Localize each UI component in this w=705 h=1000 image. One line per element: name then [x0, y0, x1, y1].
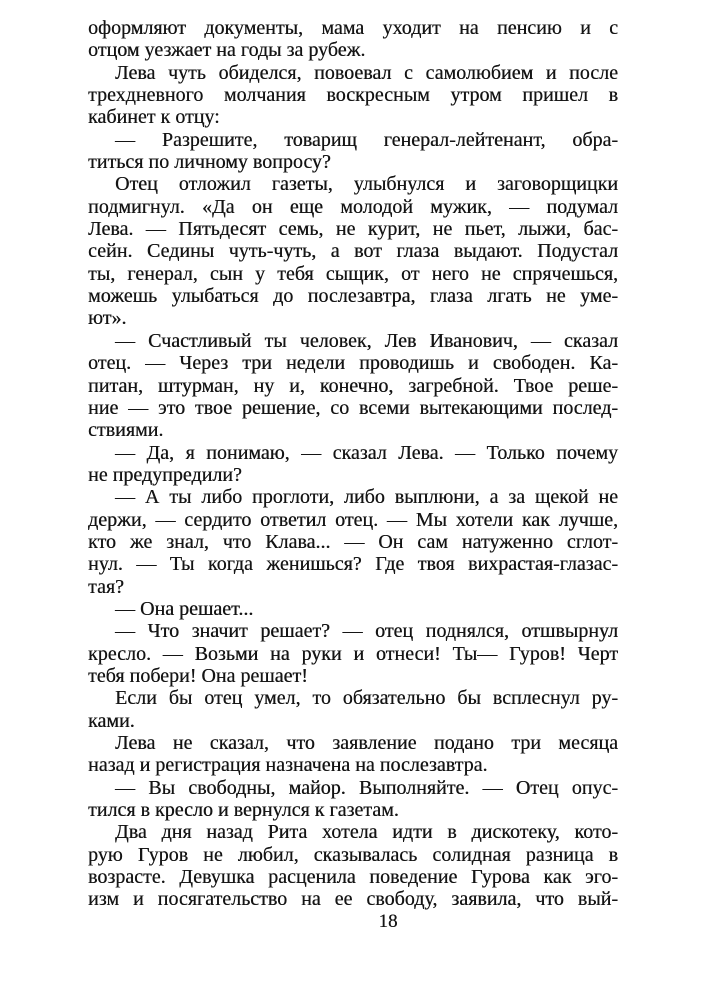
- text-line: — Что значит решает? — отец поднялся, отшвырнул: [115, 620, 618, 643]
- text-line: — А ты либо проглоти, либо выплюни, а за щекой не: [115, 486, 618, 509]
- text-line: Отец отложил газеты, улыбнулся и заговорщицки: [115, 173, 618, 196]
- text-line: — Вы свободны, майор. Выполняйте. — Отец опус-: [115, 776, 618, 799]
- text-line: кресло. — Возьми на руки и отнеси! Ты— Гуров! Черт: [88, 642, 618, 665]
- text-line: — Она решает...: [115, 597, 254, 620]
- paragraph: [88, 777, 618, 822]
- text-line: тился в кресло и вернулся к газетам.: [88, 799, 399, 822]
- text-line: ками.: [88, 709, 135, 732]
- paragraph: [88, 732, 618, 777]
- text-line: — Да, я понимаю, — сказал Лева. — Только почему: [115, 441, 618, 464]
- paragraph: [88, 330, 618, 442]
- paragraph: [88, 62, 618, 129]
- paragraph: [88, 17, 618, 62]
- text-line: сейн. Седины чуть-чуть, а вот глаза выдают. Подустал: [88, 240, 618, 263]
- text-line: титься по личному вопросу?: [88, 151, 331, 174]
- text-line: можешь улыбаться до послезавтра, глаза лгать не уме-: [88, 285, 618, 308]
- text-line: возрасте. Девушка расценила поведение Гурова как эго-: [88, 866, 618, 889]
- page-number: 18: [378, 911, 398, 932]
- text-line: Лева чуть обиделся, повоевал с самолюбием и после: [115, 61, 618, 84]
- paragraph: [88, 129, 618, 174]
- text-line: отец. — Через три недели проводишь и свободен. Ка-: [88, 352, 618, 375]
- text-line: ты, генерал, сын у тебя сыщик, от него не спрячешься,: [88, 262, 618, 285]
- paragraph: [88, 598, 618, 620]
- text-line: ние — это твое решение, со всеми вытекающими послед-: [88, 396, 618, 419]
- text-line: ют».: [88, 307, 127, 330]
- text-line: нул. — Ты когда женишься? Где твоя вихрастая-глазас-: [88, 553, 618, 576]
- text-line: ствиями.: [88, 419, 164, 442]
- text-line: держи, — сердито ответил отец. — Мы хотели как лучше,: [88, 508, 618, 531]
- paragraph: [88, 620, 618, 687]
- text-line: — Счастливый ты человек, Лев Иванович, — сказал: [115, 329, 618, 352]
- paragraph: [88, 173, 618, 329]
- text-line: тая?: [88, 575, 124, 598]
- text-line: тебя побери! Она решает!: [88, 664, 308, 687]
- text-block: [88, 17, 618, 911]
- text-line: кто же знал, что Клава... — Он сам натуженно сглот-: [88, 530, 618, 553]
- text-line: Если бы отец умел, то обязательно бы всплеснул ру-: [115, 687, 618, 710]
- text-line: оформляют документы, мама уходит на пенсию и с: [88, 17, 618, 39]
- paragraph: [88, 486, 618, 598]
- text-line: — Разрешите, товарищ генерал-лейтенант, обра-: [115, 128, 618, 151]
- text-line: не предупредили?: [88, 463, 242, 486]
- text-line: питан, штурман, ну и, конечно, загребной. Твое реше-: [88, 374, 618, 397]
- text-line: Два дня назад Рита хотела идти в дискотеку, кото-: [115, 821, 618, 844]
- text-line: рую Гуров не любил, сказывалась солидная разница в: [88, 843, 618, 866]
- paragraph: [88, 442, 618, 487]
- text-line: назад и регистрация назначена на послезавтра.: [88, 754, 488, 777]
- text-line: Лева не сказал, что заявление подано три месяца: [115, 732, 618, 754]
- text-line: подмигнул. «Да он еще молодой мужик, — подумал: [88, 195, 618, 218]
- text-line: отцом уезжает на годы за рубеж.: [88, 39, 366, 62]
- paragraph: [88, 821, 618, 910]
- paragraph: [88, 687, 618, 732]
- text-line: кабинет к отцу:: [88, 106, 220, 129]
- text-line: Лева. — Пятьдесят семь, не курит, не пьет, лыжи, бас-: [88, 218, 618, 241]
- text-line: изм и посягательство на ее свободу, заявила, что вый-: [88, 888, 618, 911]
- text-line: трехдневного молчания воскресным утром пришел в: [88, 84, 618, 107]
